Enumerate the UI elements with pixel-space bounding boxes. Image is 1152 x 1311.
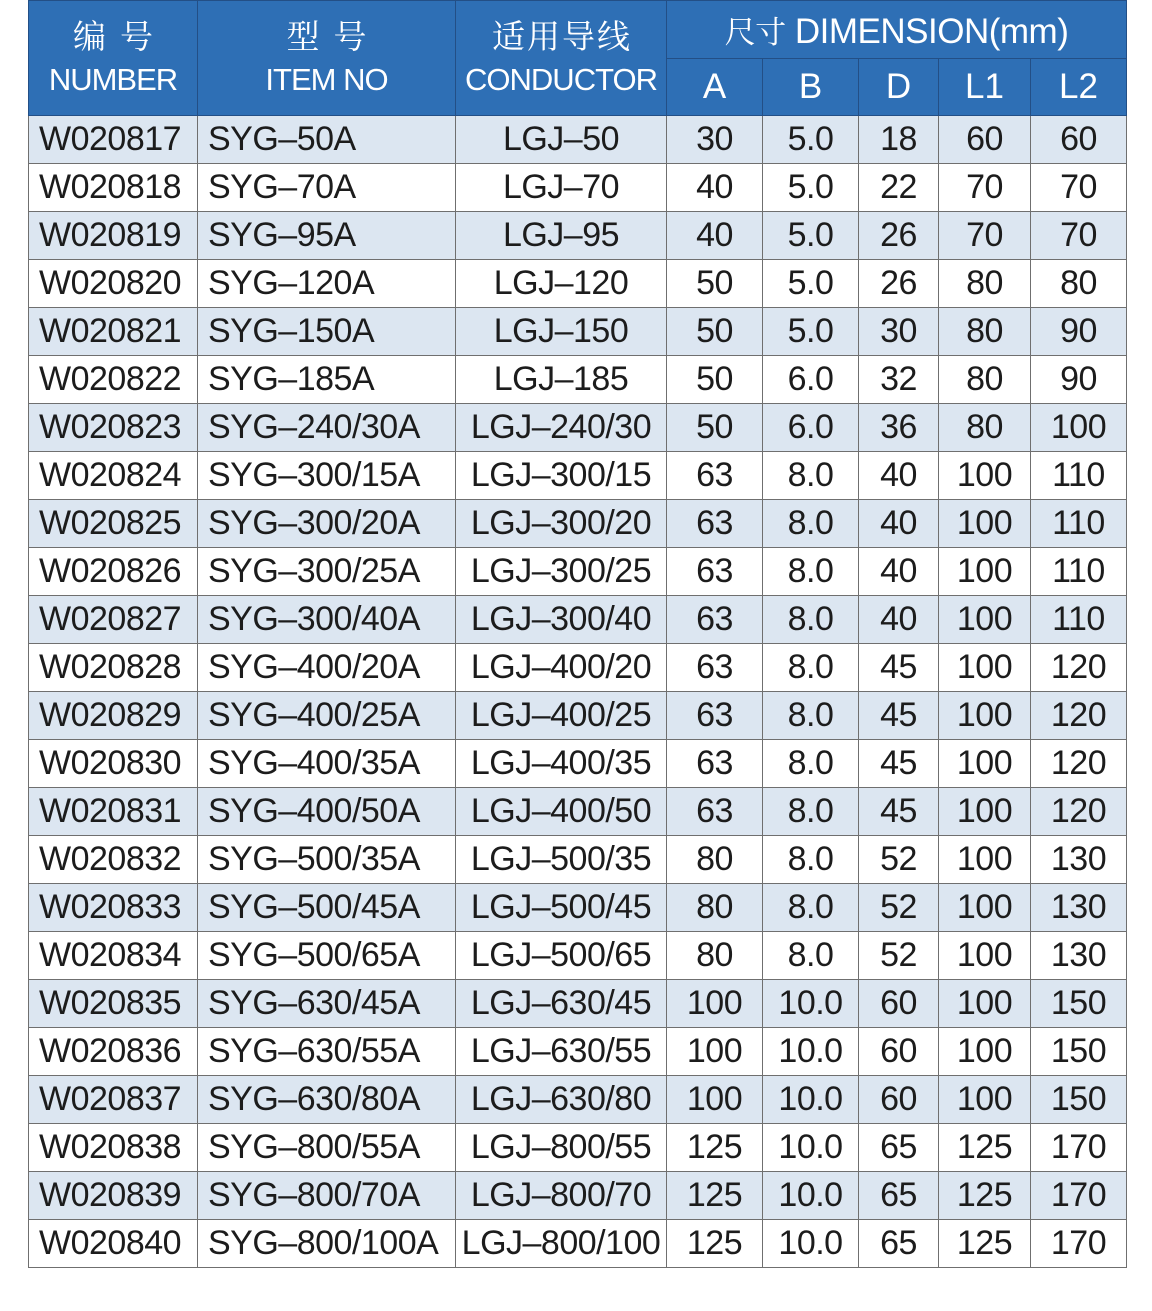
header-conductor bbox=[456, 1, 667, 116]
cell-item: SYG–400/35A bbox=[198, 740, 456, 788]
cell-number: W020834 bbox=[29, 932, 198, 980]
cell-a: 50 bbox=[667, 260, 763, 308]
cell-l2: 90 bbox=[1031, 308, 1127, 356]
cell-l2: 170 bbox=[1031, 1220, 1127, 1268]
cell-a: 100 bbox=[667, 1076, 763, 1124]
header-col-b: B bbox=[763, 58, 859, 116]
cell-l2: 110 bbox=[1031, 500, 1127, 548]
cell-number: W020831 bbox=[29, 788, 198, 836]
cell-d: 45 bbox=[859, 740, 939, 788]
spec-table bbox=[28, 0, 1127, 1268]
table-row bbox=[29, 788, 1127, 836]
cell-l2: 150 bbox=[1031, 1076, 1127, 1124]
cell-l1: 80 bbox=[939, 308, 1031, 356]
cell-number: W020821 bbox=[29, 308, 198, 356]
cell-d: 40 bbox=[859, 452, 939, 500]
header-conductor-en: CONDUCTOR bbox=[465, 62, 657, 97]
cell-l1: 100 bbox=[939, 692, 1031, 740]
cell-l1: 125 bbox=[939, 1220, 1031, 1268]
cell-l1: 100 bbox=[939, 740, 1031, 788]
table-row bbox=[29, 644, 1127, 692]
cell-conductor: LGJ–500/45 bbox=[456, 884, 667, 932]
cell-conductor: LGJ–400/20 bbox=[456, 644, 667, 692]
cell-item: SYG–185A bbox=[198, 356, 456, 404]
cell-b: 10.0 bbox=[763, 1172, 859, 1220]
table-body bbox=[29, 116, 1127, 1268]
cell-number: W020835 bbox=[29, 980, 198, 1028]
cell-l1: 125 bbox=[939, 1172, 1031, 1220]
cell-conductor: LGJ–95 bbox=[456, 212, 667, 260]
header-dimension-en: DIMENSION(mm) bbox=[794, 11, 1069, 51]
cell-b: 10.0 bbox=[763, 1076, 859, 1124]
table-row bbox=[29, 1124, 1127, 1172]
table-row bbox=[29, 548, 1127, 596]
header-number-en: NUMBER bbox=[48, 62, 178, 97]
cell-l1: 100 bbox=[939, 548, 1031, 596]
header-col-d: D bbox=[859, 58, 939, 116]
cell-b: 10.0 bbox=[763, 1220, 859, 1268]
cell-d: 18 bbox=[859, 116, 939, 164]
header-col-a: A bbox=[667, 58, 763, 116]
cell-l1: 100 bbox=[939, 788, 1031, 836]
cell-number: W020830 bbox=[29, 740, 198, 788]
cell-l2: 170 bbox=[1031, 1124, 1127, 1172]
cell-a: 63 bbox=[667, 692, 763, 740]
cell-conductor: LGJ–800/55 bbox=[456, 1124, 667, 1172]
cell-d: 36 bbox=[859, 404, 939, 452]
cell-l2: 170 bbox=[1031, 1172, 1127, 1220]
header-item-en: ITEM NO bbox=[265, 62, 388, 97]
cell-d: 60 bbox=[859, 1076, 939, 1124]
cell-l2: 60 bbox=[1031, 116, 1127, 164]
cell-item: SYG–300/20A bbox=[198, 500, 456, 548]
cell-a: 50 bbox=[667, 356, 763, 404]
table-row bbox=[29, 932, 1127, 980]
cell-b: 8.0 bbox=[763, 884, 859, 932]
cell-conductor: LGJ–800/100 bbox=[456, 1220, 667, 1268]
cell-b: 8.0 bbox=[763, 596, 859, 644]
cell-b: 6.0 bbox=[763, 356, 859, 404]
cell-item: SYG–300/15A bbox=[198, 452, 456, 500]
cell-number: W020837 bbox=[29, 1076, 198, 1124]
header-item bbox=[198, 1, 456, 116]
cell-number: W020826 bbox=[29, 548, 198, 596]
table-row bbox=[29, 884, 1127, 932]
table-row bbox=[29, 1076, 1127, 1124]
cell-a: 50 bbox=[667, 308, 763, 356]
header-col-l2: L2 bbox=[1031, 58, 1127, 116]
cell-conductor: LGJ–630/80 bbox=[456, 1076, 667, 1124]
cell-conductor: LGJ–300/15 bbox=[456, 452, 667, 500]
cell-l2: 110 bbox=[1031, 548, 1127, 596]
table-row bbox=[29, 740, 1127, 788]
header-col-l1: L1 bbox=[939, 58, 1031, 116]
table-row bbox=[29, 692, 1127, 740]
cell-conductor: LGJ–300/20 bbox=[456, 500, 667, 548]
table-row bbox=[29, 164, 1127, 212]
cell-number: W020832 bbox=[29, 836, 198, 884]
cell-b: 8.0 bbox=[763, 692, 859, 740]
table-header bbox=[29, 1, 1127, 116]
cell-d: 45 bbox=[859, 788, 939, 836]
cell-item: SYG–500/45A bbox=[198, 884, 456, 932]
cell-l2: 120 bbox=[1031, 644, 1127, 692]
table-row bbox=[29, 500, 1127, 548]
cell-item: SYG–400/25A bbox=[198, 692, 456, 740]
cell-b: 5.0 bbox=[763, 308, 859, 356]
table-row bbox=[29, 308, 1127, 356]
header-number-cn: 编号 bbox=[73, 17, 167, 56]
cell-l1: 80 bbox=[939, 356, 1031, 404]
cell-b: 8.0 bbox=[763, 836, 859, 884]
cell-a: 63 bbox=[667, 644, 763, 692]
cell-number: W020839 bbox=[29, 1172, 198, 1220]
cell-conductor: LGJ–50 bbox=[456, 116, 667, 164]
cell-d: 40 bbox=[859, 596, 939, 644]
cell-a: 50 bbox=[667, 404, 763, 452]
cell-number: W020833 bbox=[29, 884, 198, 932]
cell-number: W020828 bbox=[29, 644, 198, 692]
cell-number: W020840 bbox=[29, 1220, 198, 1268]
table-row bbox=[29, 1220, 1127, 1268]
cell-conductor: LGJ–70 bbox=[456, 164, 667, 212]
cell-conductor: LGJ–630/45 bbox=[456, 980, 667, 1028]
cell-number: W020817 bbox=[29, 116, 198, 164]
cell-b: 5.0 bbox=[763, 260, 859, 308]
cell-b: 8.0 bbox=[763, 500, 859, 548]
cell-a: 100 bbox=[667, 980, 763, 1028]
cell-item: SYG–50A bbox=[198, 116, 456, 164]
cell-l1: 125 bbox=[939, 1124, 1031, 1172]
cell-item: SYG–70A bbox=[198, 164, 456, 212]
cell-b: 8.0 bbox=[763, 740, 859, 788]
table-row bbox=[29, 116, 1127, 164]
cell-conductor: LGJ–400/50 bbox=[456, 788, 667, 836]
cell-b: 8.0 bbox=[763, 932, 859, 980]
cell-number: W020829 bbox=[29, 692, 198, 740]
cell-b: 5.0 bbox=[763, 116, 859, 164]
cell-a: 63 bbox=[667, 452, 763, 500]
cell-l2: 130 bbox=[1031, 932, 1127, 980]
cell-b: 8.0 bbox=[763, 548, 859, 596]
cell-l1: 100 bbox=[939, 596, 1031, 644]
cell-number: W020823 bbox=[29, 404, 198, 452]
cell-b: 8.0 bbox=[763, 452, 859, 500]
cell-item: SYG–300/40A bbox=[198, 596, 456, 644]
cell-l1: 70 bbox=[939, 212, 1031, 260]
cell-d: 30 bbox=[859, 308, 939, 356]
cell-item: SYG–240/30A bbox=[198, 404, 456, 452]
cell-a: 30 bbox=[667, 116, 763, 164]
table-row bbox=[29, 836, 1127, 884]
cell-conductor: LGJ–300/40 bbox=[456, 596, 667, 644]
cell-item: SYG–95A bbox=[198, 212, 456, 260]
cell-conductor: LGJ–400/25 bbox=[456, 692, 667, 740]
cell-l2: 80 bbox=[1031, 260, 1127, 308]
cell-a: 125 bbox=[667, 1124, 763, 1172]
cell-l1: 80 bbox=[939, 404, 1031, 452]
table-row bbox=[29, 452, 1127, 500]
cell-d: 26 bbox=[859, 260, 939, 308]
table-row bbox=[29, 212, 1127, 260]
cell-item: SYG–630/80A bbox=[198, 1076, 456, 1124]
cell-l1: 70 bbox=[939, 164, 1031, 212]
cell-d: 40 bbox=[859, 500, 939, 548]
cell-l2: 130 bbox=[1031, 836, 1127, 884]
header-number bbox=[29, 1, 198, 116]
cell-d: 45 bbox=[859, 644, 939, 692]
cell-l1: 100 bbox=[939, 1076, 1031, 1124]
cell-l1: 100 bbox=[939, 884, 1031, 932]
cell-l2: 70 bbox=[1031, 212, 1127, 260]
cell-b: 10.0 bbox=[763, 980, 859, 1028]
cell-d: 52 bbox=[859, 932, 939, 980]
header-conductor-cn: 适用导线 bbox=[492, 17, 632, 56]
cell-a: 80 bbox=[667, 932, 763, 980]
cell-item: SYG–150A bbox=[198, 308, 456, 356]
cell-conductor: LGJ–400/35 bbox=[456, 740, 667, 788]
cell-number: W020819 bbox=[29, 212, 198, 260]
table-row bbox=[29, 356, 1127, 404]
cell-l2: 90 bbox=[1031, 356, 1127, 404]
cell-l1: 60 bbox=[939, 116, 1031, 164]
cell-d: 22 bbox=[859, 164, 939, 212]
cell-a: 63 bbox=[667, 596, 763, 644]
header-dimension bbox=[667, 1, 1127, 59]
cell-a: 63 bbox=[667, 500, 763, 548]
cell-item: SYG–800/100A bbox=[198, 1220, 456, 1268]
cell-a: 80 bbox=[667, 884, 763, 932]
cell-d: 45 bbox=[859, 692, 939, 740]
cell-b: 8.0 bbox=[763, 644, 859, 692]
table-row bbox=[29, 260, 1127, 308]
cell-b: 6.0 bbox=[763, 404, 859, 452]
cell-d: 65 bbox=[859, 1172, 939, 1220]
cell-item: SYG–120A bbox=[198, 260, 456, 308]
cell-l2: 150 bbox=[1031, 980, 1127, 1028]
cell-b: 10.0 bbox=[763, 1028, 859, 1076]
cell-a: 63 bbox=[667, 740, 763, 788]
cell-l2: 110 bbox=[1031, 596, 1127, 644]
cell-conductor: LGJ–185 bbox=[456, 356, 667, 404]
cell-conductor: LGJ–120 bbox=[456, 260, 667, 308]
cell-d: 65 bbox=[859, 1220, 939, 1268]
cell-a: 63 bbox=[667, 788, 763, 836]
cell-conductor: LGJ–630/55 bbox=[456, 1028, 667, 1076]
cell-l2: 130 bbox=[1031, 884, 1127, 932]
cell-conductor: LGJ–240/30 bbox=[456, 404, 667, 452]
cell-b: 10.0 bbox=[763, 1124, 859, 1172]
cell-number: W020818 bbox=[29, 164, 198, 212]
cell-a: 80 bbox=[667, 836, 763, 884]
table-row bbox=[29, 980, 1127, 1028]
cell-conductor: LGJ–500/35 bbox=[456, 836, 667, 884]
table-row bbox=[29, 1028, 1127, 1076]
cell-item: SYG–400/20A bbox=[198, 644, 456, 692]
table-row bbox=[29, 404, 1127, 452]
cell-conductor: LGJ–150 bbox=[456, 308, 667, 356]
cell-d: 32 bbox=[859, 356, 939, 404]
cell-a: 125 bbox=[667, 1220, 763, 1268]
cell-l2: 100 bbox=[1031, 404, 1127, 452]
cell-l1: 100 bbox=[939, 836, 1031, 884]
cell-a: 40 bbox=[667, 212, 763, 260]
cell-l1: 80 bbox=[939, 260, 1031, 308]
cell-l1: 100 bbox=[939, 644, 1031, 692]
cell-number: W020822 bbox=[29, 356, 198, 404]
cell-b: 8.0 bbox=[763, 788, 859, 836]
cell-conductor: LGJ–800/70 bbox=[456, 1172, 667, 1220]
cell-d: 65 bbox=[859, 1124, 939, 1172]
cell-l1: 100 bbox=[939, 980, 1031, 1028]
cell-l2: 120 bbox=[1031, 788, 1127, 836]
cell-item: SYG–630/55A bbox=[198, 1028, 456, 1076]
cell-l2: 110 bbox=[1031, 452, 1127, 500]
header-dimension-cn: 尺寸 bbox=[724, 14, 786, 51]
cell-d: 26 bbox=[859, 212, 939, 260]
cell-l1: 100 bbox=[939, 500, 1031, 548]
cell-l2: 120 bbox=[1031, 740, 1127, 788]
cell-b: 5.0 bbox=[763, 212, 859, 260]
cell-a: 63 bbox=[667, 548, 763, 596]
cell-number: W020825 bbox=[29, 500, 198, 548]
cell-a: 125 bbox=[667, 1172, 763, 1220]
cell-a: 40 bbox=[667, 164, 763, 212]
cell-number: W020827 bbox=[29, 596, 198, 644]
header-item-cn: 型号 bbox=[286, 17, 381, 56]
table-row bbox=[29, 1172, 1127, 1220]
cell-item: SYG–800/70A bbox=[198, 1172, 456, 1220]
cell-number: W020820 bbox=[29, 260, 198, 308]
cell-l1: 100 bbox=[939, 1028, 1031, 1076]
cell-l2: 150 bbox=[1031, 1028, 1127, 1076]
cell-d: 40 bbox=[859, 548, 939, 596]
cell-item: SYG–800/55A bbox=[198, 1124, 456, 1172]
cell-conductor: LGJ–300/25 bbox=[456, 548, 667, 596]
cell-l1: 100 bbox=[939, 452, 1031, 500]
cell-l2: 120 bbox=[1031, 692, 1127, 740]
cell-number: W020838 bbox=[29, 1124, 198, 1172]
cell-item: SYG–300/25A bbox=[198, 548, 456, 596]
cell-l2: 70 bbox=[1031, 164, 1127, 212]
cell-item: SYG–500/65A bbox=[198, 932, 456, 980]
cell-b: 5.0 bbox=[763, 164, 859, 212]
cell-number: W020836 bbox=[29, 1028, 198, 1076]
cell-d: 52 bbox=[859, 836, 939, 884]
cell-number: W020824 bbox=[29, 452, 198, 500]
cell-d: 60 bbox=[859, 980, 939, 1028]
table-row bbox=[29, 596, 1127, 644]
cell-item: SYG–400/50A bbox=[198, 788, 456, 836]
cell-conductor: LGJ–500/65 bbox=[456, 932, 667, 980]
cell-item: SYG–630/45A bbox=[198, 980, 456, 1028]
cell-item: SYG–500/35A bbox=[198, 836, 456, 884]
cell-d: 60 bbox=[859, 1028, 939, 1076]
cell-d: 52 bbox=[859, 884, 939, 932]
cell-l1: 100 bbox=[939, 932, 1031, 980]
cell-a: 100 bbox=[667, 1028, 763, 1076]
